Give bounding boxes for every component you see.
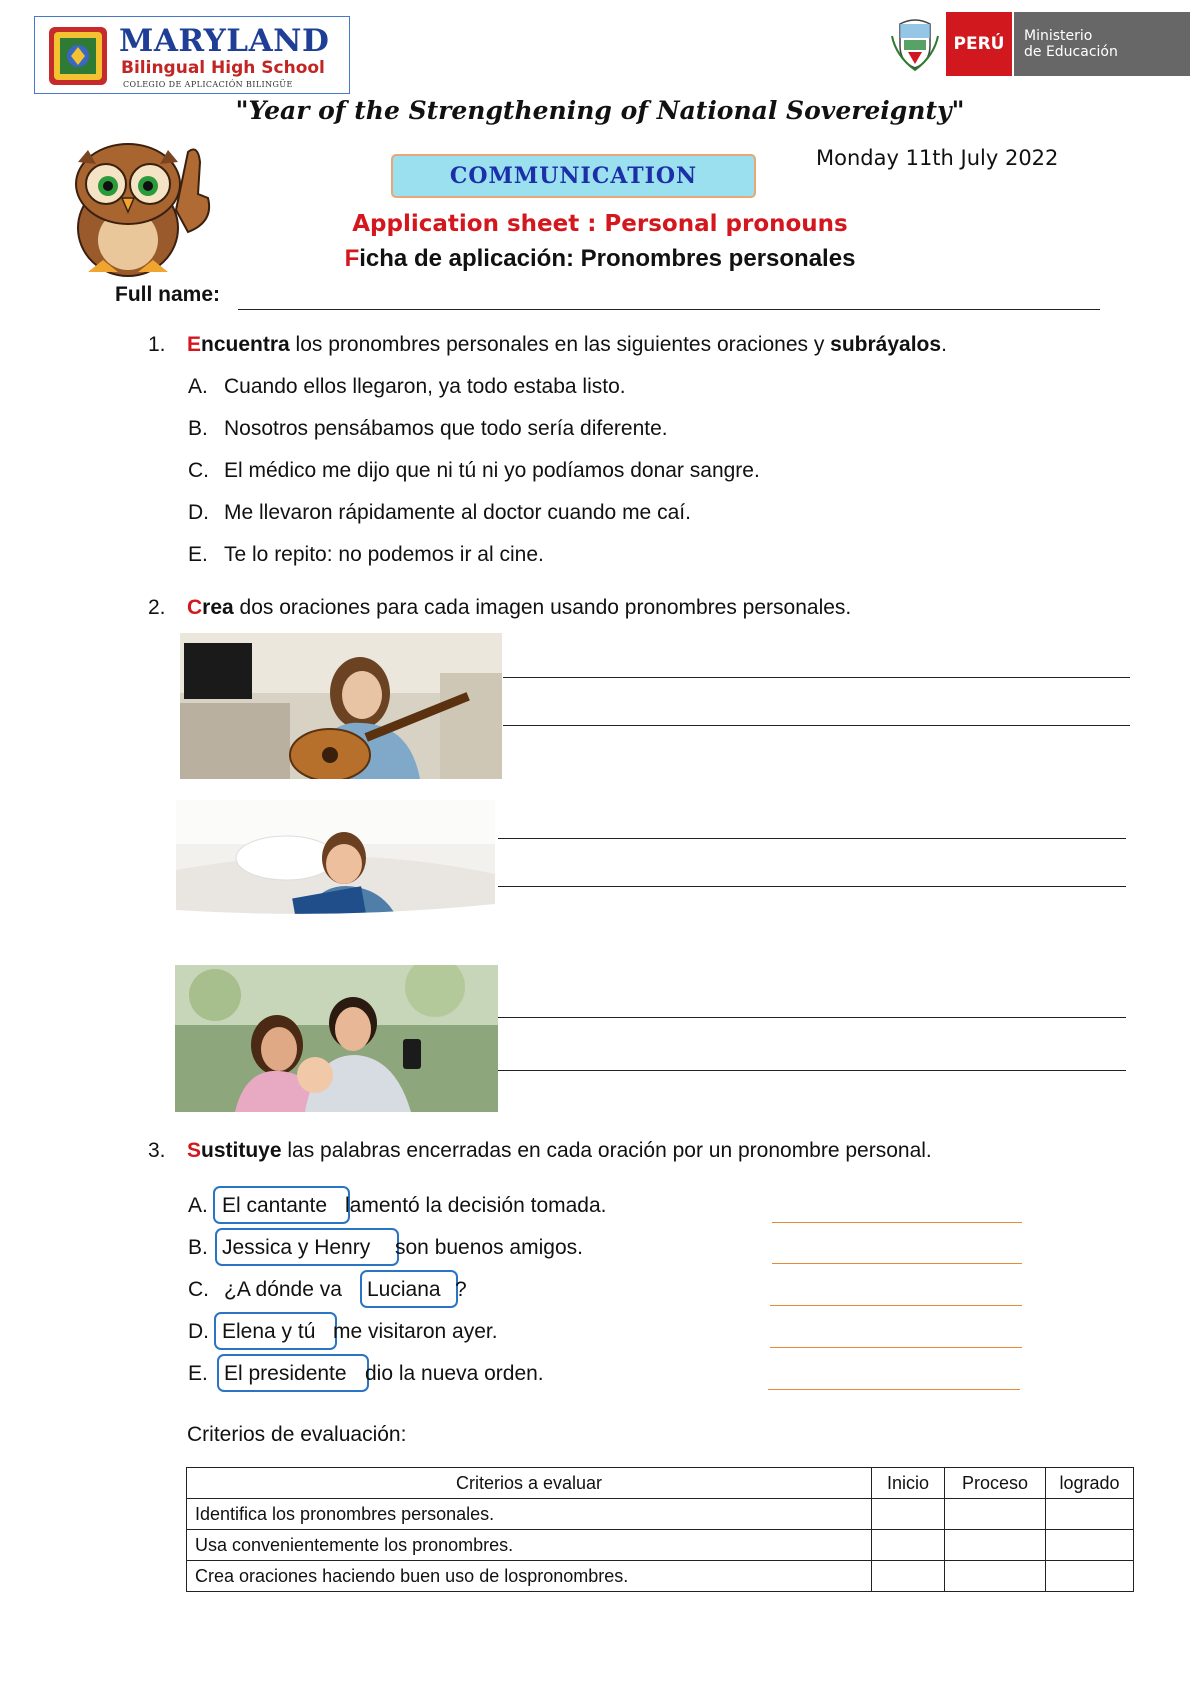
q1-text-bold: subráyalos bbox=[830, 333, 942, 356]
answer-line[interactable] bbox=[770, 1347, 1022, 1348]
q3-boxed-phrase: Luciana bbox=[367, 1278, 441, 1301]
ministry-line-2: de Educación bbox=[1024, 44, 1118, 60]
q2-verb-rest: rea bbox=[202, 596, 234, 619]
q3-item-letter: C. bbox=[188, 1278, 209, 1301]
school-subtitle: Bilingual High School bbox=[121, 58, 325, 78]
answer-line[interactable] bbox=[498, 838, 1126, 839]
q2-text: dos oraciones para cada imagen usando pronombres personales. bbox=[233, 596, 852, 619]
year-title: "Year of the Strengthening of National Sovereignty" bbox=[235, 96, 965, 125]
criteria-table bbox=[186, 1467, 1134, 1592]
school-crest-icon bbox=[47, 25, 109, 87]
sheet-title-es bbox=[0, 245, 1200, 273]
country-label: PERÚ bbox=[946, 12, 1012, 76]
criteria-check-cell[interactable] bbox=[1046, 1530, 1134, 1561]
q1-item-letter: B. bbox=[188, 417, 208, 440]
q2-instruction bbox=[187, 596, 851, 620]
ministry-logo bbox=[890, 12, 1190, 76]
q3-boxed-phrase: Elena y tú bbox=[222, 1320, 316, 1343]
q1-number: 1. bbox=[148, 333, 166, 356]
sheet-title-en: Application sheet : Personal pronouns bbox=[352, 211, 848, 237]
q2-verb-initial: C bbox=[187, 596, 203, 619]
school-tagline: COLEGIO DE APLICACIÓN BILINGÜE bbox=[123, 80, 293, 89]
q3-item-rest: son buenos amigos. bbox=[395, 1236, 583, 1259]
q3-verb-initial: S bbox=[187, 1139, 202, 1162]
q1-verb-initial: E bbox=[187, 333, 202, 356]
fullname-label: Full name: bbox=[115, 283, 221, 306]
criteria-header-row bbox=[187, 1468, 1134, 1499]
criteria-heading: Criterios de evaluación: bbox=[187, 1423, 407, 1446]
answer-line[interactable] bbox=[498, 1070, 1126, 1071]
criteria-row bbox=[187, 1561, 1134, 1592]
subject-banner bbox=[391, 154, 756, 198]
criteria-cell: Usa convenientemente los pronombres. bbox=[187, 1530, 872, 1561]
q2-number: 2. bbox=[148, 596, 166, 619]
sheet-title-es-rest: icha de aplicación: Pronombres personales bbox=[359, 245, 856, 272]
q1-text-middle: los pronombres personales en las siguientes oraciones y bbox=[289, 333, 831, 356]
q1-item-letter: E. bbox=[188, 543, 208, 566]
q1-item-text: El médico me dijo que ni tú ni yo podíamos donar sangre. bbox=[224, 459, 760, 482]
criteria-row bbox=[187, 1530, 1134, 1561]
criteria-cell: Crea oraciones haciendo buen uso de lospronombres. bbox=[187, 1561, 872, 1592]
q3-verb-rest: ustituye bbox=[201, 1139, 282, 1162]
criteria-check-cell[interactable] bbox=[872, 1530, 945, 1561]
q1-item-text: Me llevaron rápidamente al doctor cuando me caí. bbox=[224, 501, 691, 524]
criteria-check-cell[interactable] bbox=[1046, 1499, 1134, 1530]
family-selfie-image bbox=[175, 965, 498, 1112]
answer-line[interactable] bbox=[772, 1222, 1022, 1223]
school-name: MARYLAND bbox=[119, 23, 330, 59]
q3-item-letter: A. bbox=[188, 1194, 208, 1217]
q1-item-letter: C. bbox=[188, 459, 209, 482]
answer-line[interactable] bbox=[503, 725, 1130, 726]
answer-line[interactable] bbox=[768, 1389, 1020, 1390]
q3-item-letter: E. bbox=[188, 1362, 208, 1385]
criteria-row bbox=[187, 1499, 1134, 1530]
q3-item-letter: D. bbox=[188, 1320, 209, 1343]
answer-line[interactable] bbox=[498, 1017, 1126, 1018]
fullname-field[interactable] bbox=[238, 309, 1100, 310]
girl-playing-guitar-image bbox=[180, 633, 502, 779]
q3-instruction bbox=[187, 1139, 932, 1163]
ministry-label bbox=[1014, 12, 1190, 76]
criteria-col-header: Criterios a evaluar bbox=[187, 1468, 872, 1499]
criteria-col-header: logrado bbox=[1046, 1468, 1134, 1499]
q3-boxed-phrase: Jessica y Henry bbox=[222, 1236, 371, 1259]
boy-reading-book-image bbox=[176, 800, 495, 948]
q1-item-letter: A. bbox=[188, 375, 208, 398]
criteria-check-cell[interactable] bbox=[1046, 1561, 1134, 1592]
criteria-check-cell[interactable] bbox=[872, 1561, 945, 1592]
criteria-check-cell[interactable] bbox=[945, 1561, 1046, 1592]
q1-item-letter: D. bbox=[188, 501, 209, 524]
q3-item-before: ¿A dónde va bbox=[224, 1278, 342, 1301]
answer-line[interactable] bbox=[498, 886, 1126, 887]
ministry-line-1: Ministerio bbox=[1024, 28, 1093, 44]
q3-item-letter: B. bbox=[188, 1236, 208, 1259]
q3-item-rest: me visitaron ayer. bbox=[333, 1320, 498, 1343]
date-label: Monday 11th July 2022 bbox=[816, 146, 1059, 170]
criteria-check-cell[interactable] bbox=[872, 1499, 945, 1530]
criteria-check-cell[interactable] bbox=[945, 1530, 1046, 1561]
q3-item-rest: dio la nueva orden. bbox=[365, 1362, 544, 1385]
q1-item-text: Te lo repito: no podemos ir al cine. bbox=[224, 543, 544, 566]
criteria-col-header: Proceso bbox=[945, 1468, 1046, 1499]
answer-line[interactable] bbox=[772, 1263, 1022, 1264]
q1-item-text: Nosotros pensábamos que todo sería diferente. bbox=[224, 417, 668, 440]
peru-coat-of-arms-icon bbox=[890, 16, 940, 72]
answer-line[interactable] bbox=[503, 677, 1130, 678]
school-logo bbox=[34, 16, 350, 94]
q1-text-end: . bbox=[941, 333, 947, 356]
subject-label: COMMUNICATION bbox=[449, 163, 698, 189]
sheet-title-es-initial: F bbox=[344, 245, 360, 272]
q3-item-rest: ? bbox=[455, 1278, 467, 1301]
q3-number: 3. bbox=[148, 1139, 166, 1162]
q3-boxed-phrase: El cantante bbox=[222, 1194, 328, 1217]
criteria-cell: Identifica los pronombres personales. bbox=[187, 1499, 872, 1530]
q1-item-text: Cuando ellos llegaron, ya todo estaba listo. bbox=[224, 375, 626, 398]
answer-line[interactable] bbox=[770, 1305, 1022, 1306]
q1-instruction bbox=[187, 333, 947, 357]
q1-verb-rest: ncuentra bbox=[201, 333, 290, 356]
q3-boxed-phrase: El presidente bbox=[224, 1362, 347, 1385]
q3-item-rest: lamentó la decisión tomada. bbox=[345, 1194, 607, 1217]
criteria-col-header: Inicio bbox=[872, 1468, 945, 1499]
criteria-check-cell[interactable] bbox=[945, 1499, 1046, 1530]
q3-text: las palabras encerradas en cada oración por un pronombre personal. bbox=[281, 1139, 932, 1162]
